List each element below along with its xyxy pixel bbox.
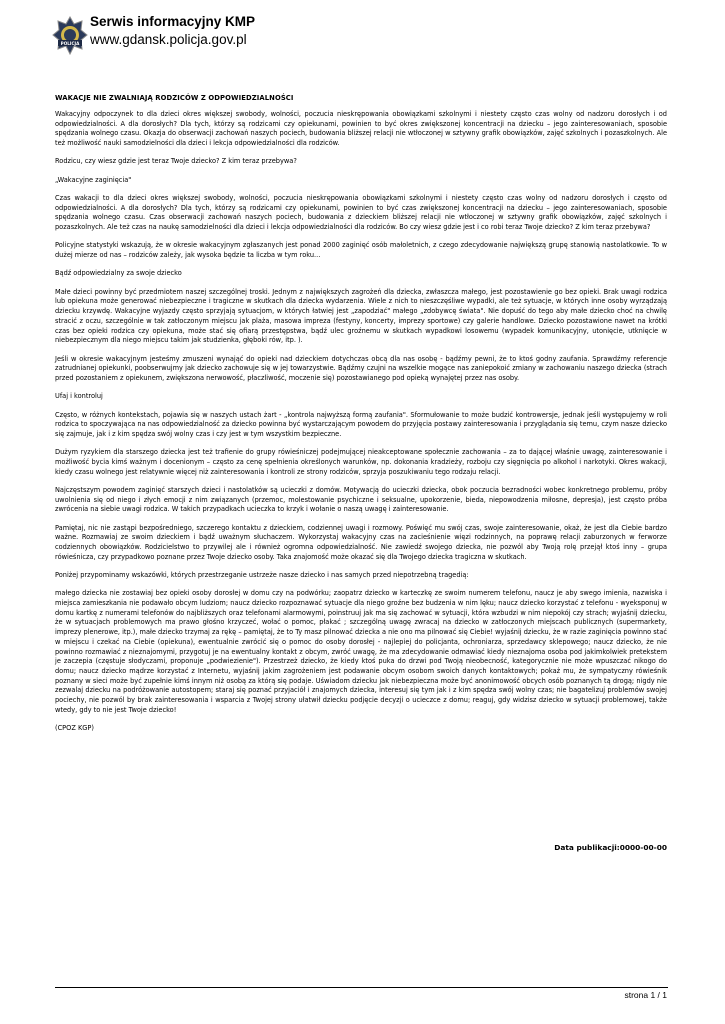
paragraph-source: (CPOZ KGP) <box>55 724 94 733</box>
section-heading-zaginiecia: „Wakacyjne zaginięcia" <box>55 175 132 184</box>
site-name: Serwis informacyjny KMP <box>90 14 256 29</box>
section-heading-ufaj: Ufaj i kontroluj <box>55 392 103 401</box>
section-heading-odpowiedzialny: Bądź odpowiedzialny za swoje dziecko <box>55 269 182 278</box>
publication-date: Data publikacji:0000-00-00 <box>554 843 667 852</box>
site-url: www.gdansk.policja.gov.pl <box>90 32 247 47</box>
paragraph-intro: Wakacyjny odpoczynek to dla dzieci okres większej swobody, wolności, poczucia nieskrępowania obowiązkami szkolnymi i niestety często czas wolny od nadzoru dorosłych i od odpowiedzialności. A dla dorosłych? Dla tych, którzy są rodzicami czy opiekunami, powinien to być okres zwiększonej koncentracji na dziecku – jego zainteresowaniach, sposobie spędzania wolnego czasu. Okazja do obserwacji zachowań naszych pociech, budowania bliższej relacji nie wtłoczonej w sztywny grafik obowiązków, zajęć szkolnych i pozaszkolnych. Ale też możliwość nauki samodzielności dla dzieci i lekcja odpowiedzialności dla rodziców. <box>55 110 667 148</box>
paragraph-pamietaj: Pamiętaj, nic nie zastąpi bezpośredniego, szczerego kontaktu z dzieckiem, codziennej uwagi i rozmowy. Poświęć mu swój czas, swoje zainteresowanie, okaż, że jest dla Ciebie bardzo ważne. Rozmawiaj ze swoim dzieckiem i bądź uważnym słuchaczem. Wykorzystaj wakacyjny czas na zacieśnienie więzi rodzinnych, na poprawę relacji zaburzonych w ferworze codziennych obowiązków. Rodzicielstwo to przywilej ale i również ogromna odpowiedzialność. Nie zawiedź swojego dziecka, nie pozwól aby Twoją rolę przejął ktoś inny – grupa rówieśnicza, czy przypadkowo poznane przez Twoje dziecko osoby. Taka znajomość może okazać się dla Twojego dziecka tragiczna w skutkach. <box>55 523 667 561</box>
paragraph-question: Rodzicu, czy wiesz gdzie jest teraz Twoje dziecko? Z kim teraz przebywa? <box>55 157 297 166</box>
page-number: strona 1 / 1 <box>624 990 667 1000</box>
article <box>55 94 667 742</box>
paragraph-kontrola: Często, w różnych kontekstach, pojawia się w naszych ustach żart - „kontrola najwyższą formą zaufania". Sformułowanie to może budzić kontrowersje, jednak jeśli występujemy w roli rodzica to spoczywająca na nas odpowiedzialność za dziecko powinna być wystarczającym powodem do przyjęcia postawy zainteresowania i przyglądania się temu, czym nasze dziecko się zajmuje, jak i z kim spędza swój wolny czas i czy jest w tym wszystkim bezpieczne. <box>55 410 667 438</box>
paragraph-opiekunka: Jeśli w okresie wakacyjnym jesteśmy zmuszeni wynająć do opieki nad dzieckiem dotychczas obcą dla nas osobę - bądźmy pewni, że to ktoś godny zaufania. Sprawdźmy referencje zatrudnianej opiekunki, poobserwujmy jak dziecko zachowuje się w jej towarzystwie. Bądźmy czujni na wszelkie mogące nas zaniepokoić zmiany w zachowaniu naszego dziecka (strach przed pozostaniem z opiekunem, zwiększona nerwowość, płaczliwość, moczenie się) pozostawianego pod opieką wynajętej przez nas osoby. <box>55 354 667 382</box>
footer-divider <box>55 987 668 988</box>
paragraph-czas-wakacji: Czas wakacji to dla dzieci okres większej swobody, wolności, poczucia nieskrępowania obowiązkami szkolnymi i niestety często czas wolny od nadzoru dorosłych i często od odpowiedzialności. A dla dorosłych? Dla tych, którzy są rodzicami czy opiekunami, powinien to być czas zwiększonej koncentracji na dziecku – jego zainteresowaniach, sposobie spędzania wolnego czasu. Czas obserwacji zachowań naszych pociech, budowania z dzieckiem bliższej relacji nie wtłoczonej w sztywny grafik obowiązków, zajęć szkolnych i pozaszkolnych. Ale też czas na naukę samodzielności dla dzieci i lekcja odpowiedzialności dla rodziców. Bo czy wiesz gdzie jest i co robi teraz Twoje dziecko? Z kim teraz przebywa? <box>55 194 667 232</box>
paragraph-grupa-rowiesnicza: Dużym ryzykiem dla starszego dziecka jest też trafienie do grupy rówieśniczej podejmującej nieakceptowane społecznie zachowania – za to dającej właśnie uwagę, zainteresowanie i możliwość bycia kimś ważnym i docenionym – często za cenę spełnienia określonych warunków, np. dokonania kradzieży, rozboju czy sięgnięcia po alkohol i narkotyki. Okres wakacji, kiedy czasu wolnego jest relatywnie więcej niż zainteresowania i kontroli ze strony rodziców, sprzyja poszukiwaniu tego rodzaju relacji. <box>55 448 667 476</box>
paragraph-ucieczki: Najczęstszym powodem zaginięć starszych dzieci i nastolatków są ucieczki z domów. Motywacją do ucieczki dziecka, obok poczucia bezradności wobec konkretnego problemu, próby uwolnienia się od niego i złych emocji z nim związanych (przemoc, molestowanie psychiczne i seksualne, upokorzenie, bieda, niepowodzenia miłosne, depresja), jest często próba zwrócenia na siebie uwagi rodzica. W takich przypadkach ucieczka to krzyk i wołanie o naszą uwagę i zainteresowanie. <box>55 485 667 514</box>
logo-text: POLICJA <box>60 41 80 46</box>
paragraph-wskazowki-intro: Poniżej przypominamy wskazówki, których przestrzeganie ustrzeże nasze dziecko i nas samych przed niepotrzebną tragedią: <box>55 571 469 580</box>
paragraph-statystyki: Policyjne statystyki wskazują, że w okresie wakacyjnym zgłaszanych jest ponad 2000 zaginięć osób małoletnich, z czego zdecydowanie największą grupę stanowią nastolatkowie. To w dużej mierze od nas – rodziców zależy, jak wysoka będzie ta liczba w tym roku... <box>55 241 667 260</box>
paragraph-male-dzieci: Małe dzieci powinny być przedmiotem naszej szczególnej troski. Jednym z największych zagrożeń dla dziecka, zwłaszcza małego, jest pozostawienie go bez opieki. Brak uwagi rodzica lub opiekuna może generować niebezpieczne i tragiczne w skutkach dla dziecka wydarzenia. Wiele z nich to nieszczęśliwe wypadki, ale też sytuacje, w których inne osoby wyrządzają dziecku krzywdę. Wakacyjne wyjazdy często sprzyjają sytuacjom, w których łatwiej jest „zapodziać" małego „zdobywcę świata". Nie dopuść do tego aby małe dziecko choć na chwilę stracić z oczu, szczególnie w tak zatłoczonym miejscu jak plaża, masowa impreza (festyny, koncerty, imprezy sportowe) czy galerie handlowe. Dziecko pozostawione nawet na krótki czas bez opieki rodzica czy opiekuna, może stać się ofiarą przestępstwa, bądź ulec groźnemu w skutkach wypadkowi losowemu (wypadek komunikacyjny, utonięcie, utknięcie w niebezpiecznym dla niego miejscu takim jak studzienka, głęboki rów, itp. ). <box>55 287 667 345</box>
article-title: WAKACJE NIE ZWALNIAJĄ RODZICÓW Z ODPOWIEDZIALNOŚCI <box>55 94 294 102</box>
paragraph-wskazowki: małego dziecka nie zostawiaj bez opieki osoby dorosłej w domu czy na podwórku; zaopatrz dziecko w karteczkę ze swoim numerem telefonu, naucz je aby swego imienia, nazwiska i miejsca zamieszkania nie podawało obcym ludziom; naucz dziecko rozpoznawać sytuacje dla niego groźne bez budzenia w nim lęku; naucz dziecko korzystać z telefonu - wyeksponuj w domu kartkę z numerami telefonów do najbliższych oraz telefonami alarmowymi, poinstruuj jak ma się zachować w sytuacji, która wzbudzi w nim niepokój czy strach; wyjaśnij dziecku, że w sytuacjach problemowych ma prawo głośno krzyczeć, wołać o pomoc, płakać ; szczególną uwagę zwracaj na dziecko w zatłoczonych miejscach publicznych (supermarkety, imprezy plenerowe, itp.), małe dziecko trzymaj za rękę – pamiętaj, że to Ty masz pilnować dziecka a nie ono ma pilnować się Ciebie! wyjaśnij dziecku, że w razie zaginięcia powinno stać w miejscu i czekać na Ciebie (opiekuna), ewentualnie zwrócić się o pomoc do osoby dorosłej - najlepiej do policjanta, ochroniarza, sprzedawcy sklepowego; naucz dziecko, że nie powinno rozmawiać z nieznajomymi, przygotuj je na ewentualny kontakt z obcym, zwróć uwagę, że ma zdecydowanie odmawiać kiedy nieznajoma osoba pod jakimkolwiek pretekstem je zaczepia (częstuje słodyczami, proponuje „podwiezienie"). Przestrzeż dziecko, że kiedy ktoś puka do drzwi pod Twoją nieobecność, kategorycznie nie może wpuszczać nikogo do domu; naucz dziecko mądrze korzystać z Internetu, wyjaśnij jakim zagrożeniem jest podawanie obcym osobom swoich danych kontaktowych; pokaż mu, że sympatyczny rówieśnik poznany w sieci może być zupełnie kimś innym niż osobą za którą się podaje. Uświadom dziecku jak niebezpieczna może być anonimowość obcych osób poznanych tą drogą; nigdy nie zezwalaj dziecku na podróżowanie autostopem; staraj się poznać przyjaciół i znajomych dziecka, interesuj się tym jak i z kim spędza swój wolny czas; nie bagatelizuj problemów swojej pociechy, nie pozwól by brak zainteresowania i wsparcia z Twojej strony ułatwił dziecku podjęcie decyzji o ucieczce z domu; reaguj, gdy widzisz dziecko w sytuacji problemowej, także wtedy, gdy to nie jest Twoje dziecko! <box>55 589 667 714</box>
police-star-logo <box>52 16 88 56</box>
